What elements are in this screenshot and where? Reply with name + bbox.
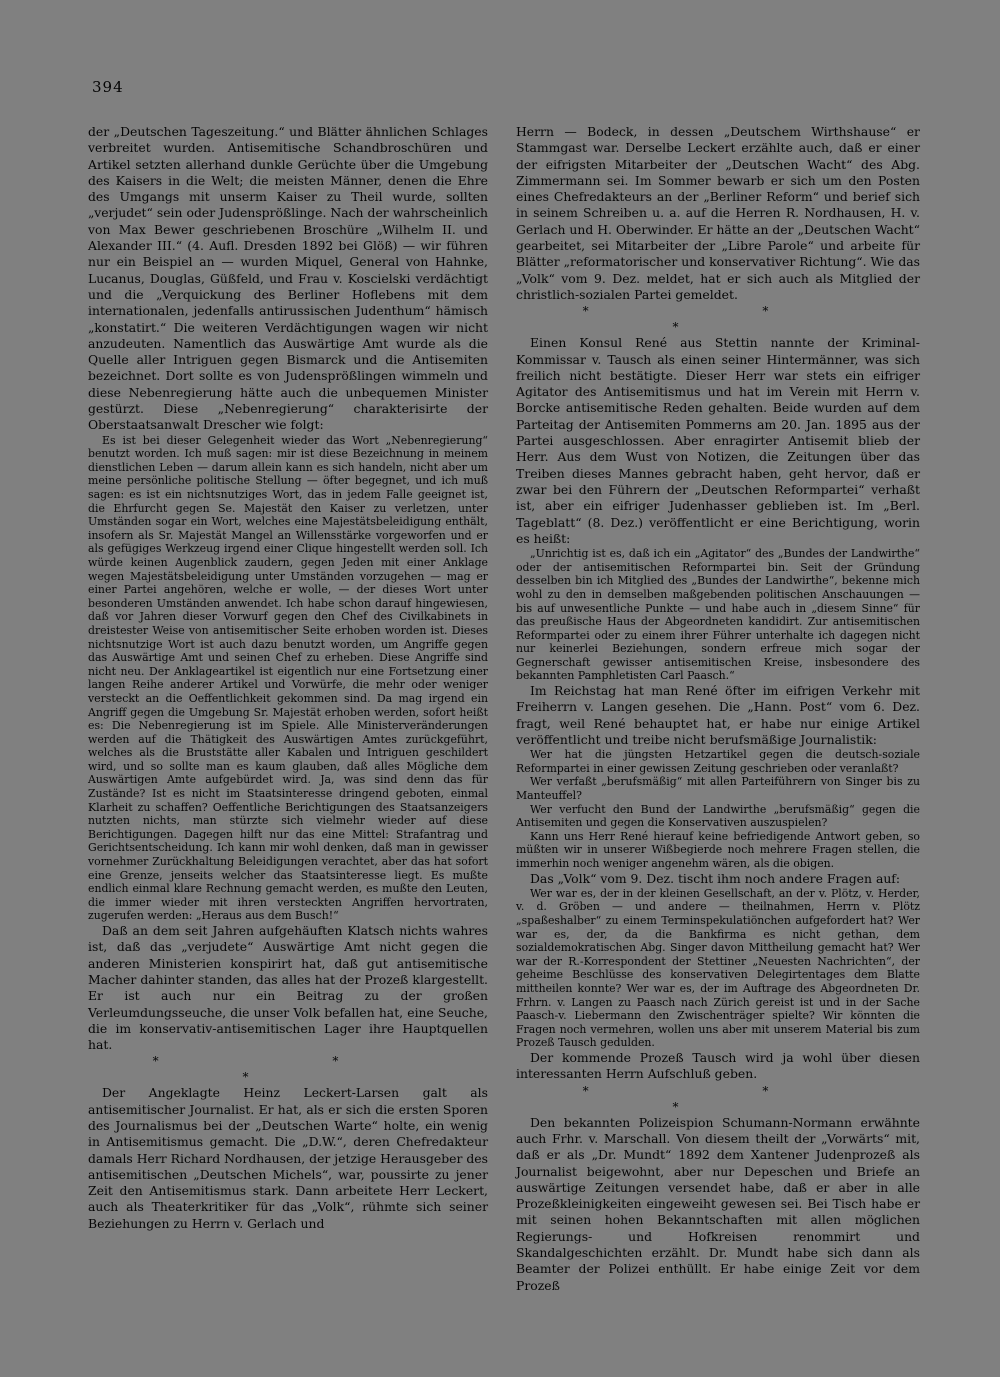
page-number: 394 [92,78,124,96]
section-separator: * * * [582,304,854,335]
quoted-paragraph: Wer verfucht den Bund der Landwirthe „berufsmäßig“ gegen die Antisemiten und gegen die Konservativen auszuspielen? [516,802,920,830]
paragraph: Der kommende Prozeß Tausch wird ja wohl über diesen interessanten Herrn Aufschluß geben. [516,1050,920,1082]
section-separator: * * * [582,1083,854,1114]
paragraph: Daß an dem seit Jahren aufgehäuften Klatsch nichts wahres ist, daß das „verjudete“ Auswärtige Amt nicht gegen die anderen Ministerien konspirirt hat, daß gut antisemitische Macher dahinter standen, das alles hat der Prozeß klargestellt. Er ist auch nur ein Beitrag zu der großen Verleumdungsseuche, die unser Volk befallen hat, eine Seuche, die im konservativ-antisemitischen Lager ihre Hauptquellen hat. [88,923,488,1053]
paragraph: der „Deutschen Tageszeitung.“ und Blätter ähnlichen Schlages verbreitet wurden. Antisemitische Schandbroschüren und Artikel setzten allerhand dunkle Gerüchte über die Umgebung des Kaisers in die Welt; die meisten Männer, denen die Ehre des Umgangs mit unserm Kaiser zu Theil wurde, sollten „verjudet“ sein oder Judensprößlinge. Nach der wahrscheinlich von Max Bewer geschriebenen Broschüre „Wilhelm II. und Alexander III.“ (4. Aufl. Dresden 1892 bei Glöß) — wir führen nur ein Beispiel an — wurden Miquel, General von Hahnke, Lucanus, Douglas, Güßfeld, und Frau v. Koscielski verdächtigt und die „Verquickung des Berliner Hoflebens mit dem internationalen, jedenfalls antirussischen Judenthum“ hämisch „konstatirt.“ Die weiteren Verdächtigungen wagen wir nicht anzudeuten. Namentlich das Auswärtige Amt wurde als die Quelle aller Intriguen gegen Bismarck und die Antisemiten bezeichnet. Dort sollte es von Judensprößlingen wimmeln und diese Nebenregierung hätte auch die unbequemen Minister gestürzt. Diese „Nebenregierung“ charakterisirte der Oberstaatsanwalt Drescher wie folgt: [88,124,488,433]
quoted-paragraph: Wer hat die jüngsten Hetzartikel gegen die deutsch-soziale Reformpartei in einer gewissen Zeitung geschrieben oder veranlaßt? [516,748,920,775]
paragraph: Einen Konsul René aus Stettin nannte der Kriminal-Kommissar v. Tausch als einen seiner Hintermänner, was sich freilich nicht bestätigte. Dieser Herr war stets ein eifriger Agitator des Antisemitismus und hat im Verein mit Herrn v. Borcke antisemitische Reden gehalten. Beide wurden auf dem Parteitag der Antisemiten Pommerns am 20. Jan. 1895 aus der Partei ausgeschlossen. Aber enragirter Antisemit blieb der Herr. Aus dem Wust von Notizen, die Zeitungen über das Treiben dieses Mannes gebracht haben, geht hervor, daß er zwar bei den Führern der „Deutschen Reformpartei“ verhaßt ist, aber ein eifriger Judenhasser geblieben ist. Im „Berl. Tageblatt“ (8. Dez.) veröffentlicht er eine Berichtigung, worin es heißt: [516,335,920,546]
paragraph: Der Angeklagte Heinz Leckert-Larsen galt als antisemitischer Journalist. Er hat, als er sich die ersten Sporen des Journalismus bei der „Deutschen Warte“ holte, ein wenig in Antisemitismus gemacht. Die „D.W.“, deren Chefredakteur damals Herr Richard Nordhausen, der jetzige Herausgeber des antisemitischen „Deutschen Michels“, war, poussirte zu jener Zeit den Antisemitismus stark. Dann arbeitete Herr Leckert, auch als Theaterkritiker für das „Volk“, rühmte sich seiner Beziehungen zu Herrn v. Gerlach und [88,1085,488,1231]
quoted-paragraph: Es ist bei dieser Gelegenheit wieder das Wort „Nebenregierung“ benutzt worden. Ich muß sagen: mir ist diese Bezeichnung in meinem dienstlichen Leben — darum allein kann es sich handeln, nicht aber um meine persönliche politische Stellung — öfter begegnet, und ich muß sagen: es ist ein nichtsnutziges Wort, das in jedem Falle geeignet ist, die Ehrfurcht gegen Se. Majestät den Kaiser zu verletzen, unter Umständen sogar ein Wort, welches eine Majestätsbeleidigung enthält, insofern als Sr. Majestät Mangel an Willensstärke vorgeworfen und er als gefügiges Werkzeug irgend einer Clique hingestellt werden soll. Ich würde keinen Augenblick zaudern, gegen Jeden mit einer Anklage wegen Majestätsbeleidigung unter Umständen vorzugehen — mag er einer Partei angehören, welche er wolle, — der dieses Wort unter besonderen Umständen anwendet. Ich habe schon darauf hingewiesen, daß vor Jahren dieser Vorwurf gegen den Chef des Civilkabinets in dreistester Weise von antisemitischer Seite erhoben worden ist. Dieses nichtsnutzige Wort ist auch dazu benutzt worden, um Angriffe gegen das Auswärtige Amt und seinen Chef zu erheben. Diese Angriffe sind nicht neu. Der Anklageartikel ist eigentlich nur eine Fortsetzung einer langen Reihe anderer Artikel und Vorwürfe, die mehr oder weniger versteckt an die Oeffentlichkeit gekommen sind. Da mag irgend ein Angriff gegen die Umgebung Sr. Majestät erhoben werden, sofort heißt es: Die Nebenregierung ist im Spiele. Alle Ministerveränderungen werden auf die Thätigkeit des Auswärtigen Amtes zurückgeführt, welches als die Bruststätte aller Kabalen und Intriguen geschildert wird, und so sollte man es kaum glauben, daß alles Mögliche dem Auswärtigen Amte aufgebürdet wird. Ja, was sind denn das für Zustände? Ist es nicht im Staatsinteresse dringend geboten, einmal Klarheit zu schaffen? Oeffentliche Berichtigungen des Staatsanzeigers nutzten nichts, man stürzte sich vielmehr wieder auf diese Berichtigungen. Dagegen hilft nur das eine Mittel: Strafantrag und Gerichtsentscheidung. Ich kann mir wohl denken, daß man in gewisser vornehmer Zurückhaltung Beleidigungen verachtet, aber das hat sofort eine Grenze, jenseits welcher das Staatsinteresse liegt. Es mußte endlich einmal klare Rechnung gemacht werden, es mußte den Leuten, die immer wieder mit ihren versteckten Angriffen hervortraten, zugerufen werden: „Heraus aus dem Busch!“ [88,433,488,923]
paragraph: Herrn — Bodeck, in dessen „Deutschem Wirthshause“ er Stammgast war. Derselbe Leckert erzählte auch, daß er einer der eifrigsten Mitarbeiter der „Deutschen Wacht“ des Abg. Zimmermann sei. Im Sommer bewarb er sich um den Posten eines Chefredakteurs an der „Berliner Reform“ und berief sich in seinem Schreiben u. a. auf die Herren R. Nordhausen, H. v. Gerlach und H. Oberwinder. Er hätte an der „Deutschen Wacht“ gearbeitet, sei Mitarbeiter der „Libre Parole“ und arbeite für Blätter „reformatorischer und konservativer Richtung“. Wie das „Volk“ vom 9. Dez. meldet, hat er sich auch als Mitglied der christlich-sozialen Partei gemeldet. [516,124,920,302]
paragraph: Im Reichstag hat man René öfter im eifrigen Verkehr mit Freiherrn v. Langen gesehen. Die „Hann. Post“ vom 6. Dez. fragt, weil René behauptet hat, er habe nur einige Artikel veröffentlicht und treibe nicht berufsmäßige Journalistik: [516,683,920,747]
right-column [516,124,920,1294]
quoted-paragraph: „Unrichtig ist es, daß ich ein „Agitator“ des „Bundes der Landwirthe“ oder der antisemitischen Reformpartei bin. Seit der Gründung desselben bin ich Mitglied des „Bundes der Landwirthe“, bekenne mich wohl zu den in demselben maßgebenden politischen Anschauungen — bis auf unwesentliche Punkte — und habe auch in „diesem Sinne“ für das preußische Haus der Abgeordneten kandidirt. Zur antisemitischen Reformpartei oder zu einem ihrer Führer unterhalte ich dagegen nicht nur keinerlei Beziehungen, sondern erfreue mich sogar der Gegnerschaft gewisser antisemitischen Kreise, insbesondere des bekannten Pamphletisten Carl Paasch.“ [516,547,920,683]
quoted-paragraph: Wer war es, der in der kleinen Gesellschaft, an der v. Plötz, v. Herder, v. d. Gröben — und andere — theilnahmen, Herrn v. Plötz „spaßeshalber“ zu einem Terminspekulatiönchen aufgefordert hat? Wer war es, der, da die Bankfirma es nicht gethan, dem sozialdemokratischen Abg. Singer davon Mittheilung gemacht hat? Wer war der R.-Korrespondent der Stettiner „Neuesten Nachrichten“, der geheime Beschlüsse des konservativen Delegirtentages dem Blatte mittheilen konnte? Wer war es, der im Auftrage des Abgeordneten Dr. Frhrn. v. Langen zu Paasch nach Zürich gereist ist und in der Sache Paasch-v. Liebermann den Zwischenträger spielte? Wir könnten die Fragen noch vermehren, wollen uns aber mit unserem Material bis zum Prozeß Tausch gedulden. [516,886,920,1050]
section-separator: * * * [152,1054,424,1085]
quoted-paragraph: Kann uns Herr René hierauf keine befriedigende Antwort geben, so müßten wir in unserer Wißbegierde noch mehrere Fragen stellen, die immerhin noch weniger angenehm wären, als die obigen. [516,829,920,870]
quoted-paragraph: Wer verfaßt „berufsmäßig“ mit allen Parteiführern von Singer bis zu Manteuffel? [516,775,920,803]
paragraph: Das „Volk“ vom 9. Dez. tischt ihm noch andere Fragen auf: [530,870,901,886]
left-column [88,124,488,1232]
paragraph: Den bekannten Polizeispion Schumann-Normann erwähnte auch Frhr. v. Marschall. Von diesem theilt der „Vorwärts“ mit, daß er als „Dr. Mundt“ 1892 dem Xantener Judenprozeß als Journalist beigewohnt, aber nur Depeschen und Briefe an auswärtige Zeitungen versendet habe, daß er aber in alle Prozeßkleinigkeiten eingeweiht gewesen sei. Bei Tisch habe er mit seinen hohen Bekanntschaften mit allen möglichen Regierungs- und Hofkreisen renommirt und Skandalgeschichten erzählt. Dr. Mundt habe sich dann als Beamter der Polizei enthüllt. Er habe einige Zeit vor dem Prozeß [516,1114,920,1293]
